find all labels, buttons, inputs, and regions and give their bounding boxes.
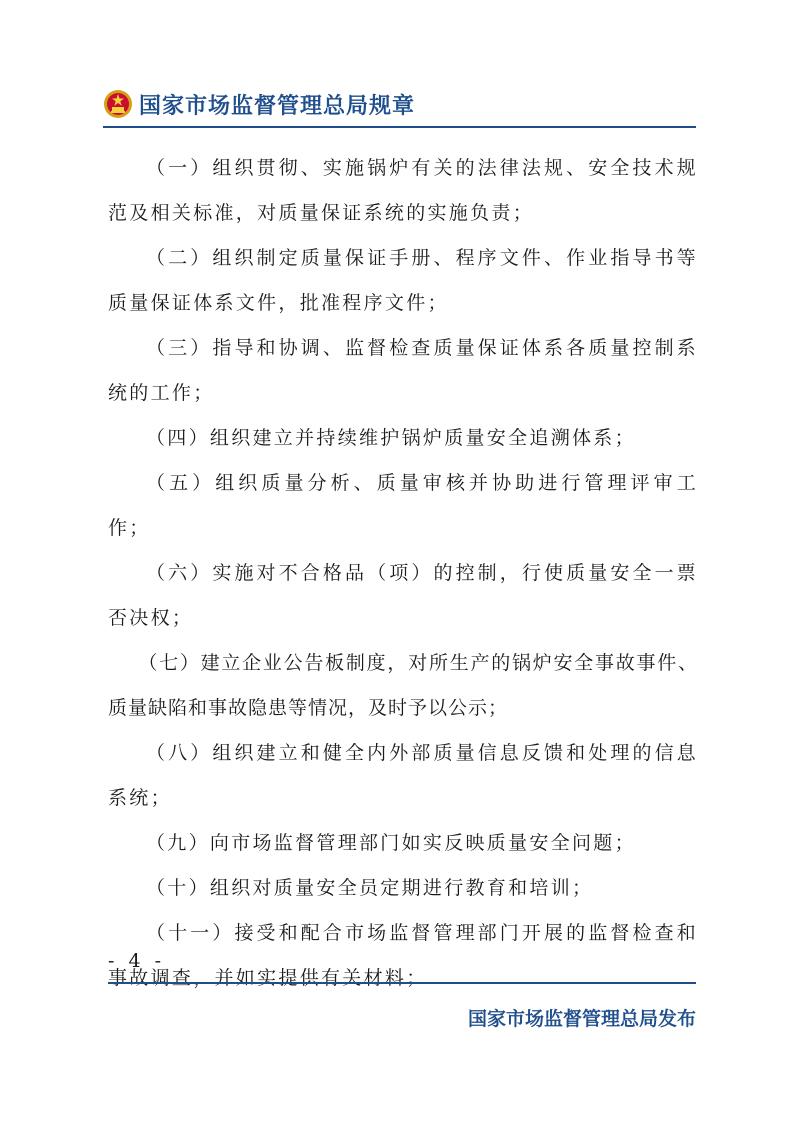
document-header xyxy=(103,84,415,124)
footer-publisher: 国家市场监督管理总局发布 xyxy=(467,1008,696,1030)
clause-5: （五）组织质量分析、质量审核并协助进行管理评审工作； xyxy=(108,472,698,539)
page-number: - 4 - xyxy=(108,950,166,972)
clause-6: （六）实施对不合格品（项）的控制，行使质量安全一票否决权； xyxy=(108,562,698,629)
regulation-body xyxy=(108,146,698,1001)
header-rule xyxy=(103,126,696,128)
footer-rule xyxy=(108,982,696,984)
clause-8: （八）组织建立和健全内外部质量信息反馈和处理的信息系统； xyxy=(108,742,698,809)
clause-10: （十）组织对质量安全员定期进行教育和培训； xyxy=(146,877,594,899)
clause-7: （七）建立企业公告板制度，对所生产的锅炉安全事故事件、质量缺陷和事故隐患等情况，及时予以公示； xyxy=(108,652,698,719)
clause-11: （十一）接受和配合市场监督管理部门开展的监督检查和事故调查，并如实提供有关材料； xyxy=(108,922,698,989)
clause-4: （四）组织建立并持续维护锅炉质量安全追溯体系； xyxy=(146,427,636,449)
header-title: 国家市场监督管理总局规章 xyxy=(139,93,416,119)
clause-9: （九）向市场监督管理部门如实反映质量安全问题； xyxy=(146,832,636,854)
clause-3: （三）指导和协调、监督检查质量保证体系各质量控制系统的工作； xyxy=(108,337,698,404)
clause-2: （二）组织制定质量保证手册、程序文件、作业指导书等质量保证体系文件，批准程序文件； xyxy=(108,247,698,314)
clause-1: （一）组织贯彻、实施锅炉有关的法律法规、安全技术规范及相关标准，对质量保证系统的实施负责； xyxy=(108,157,698,224)
national-emblem-icon xyxy=(103,89,133,119)
